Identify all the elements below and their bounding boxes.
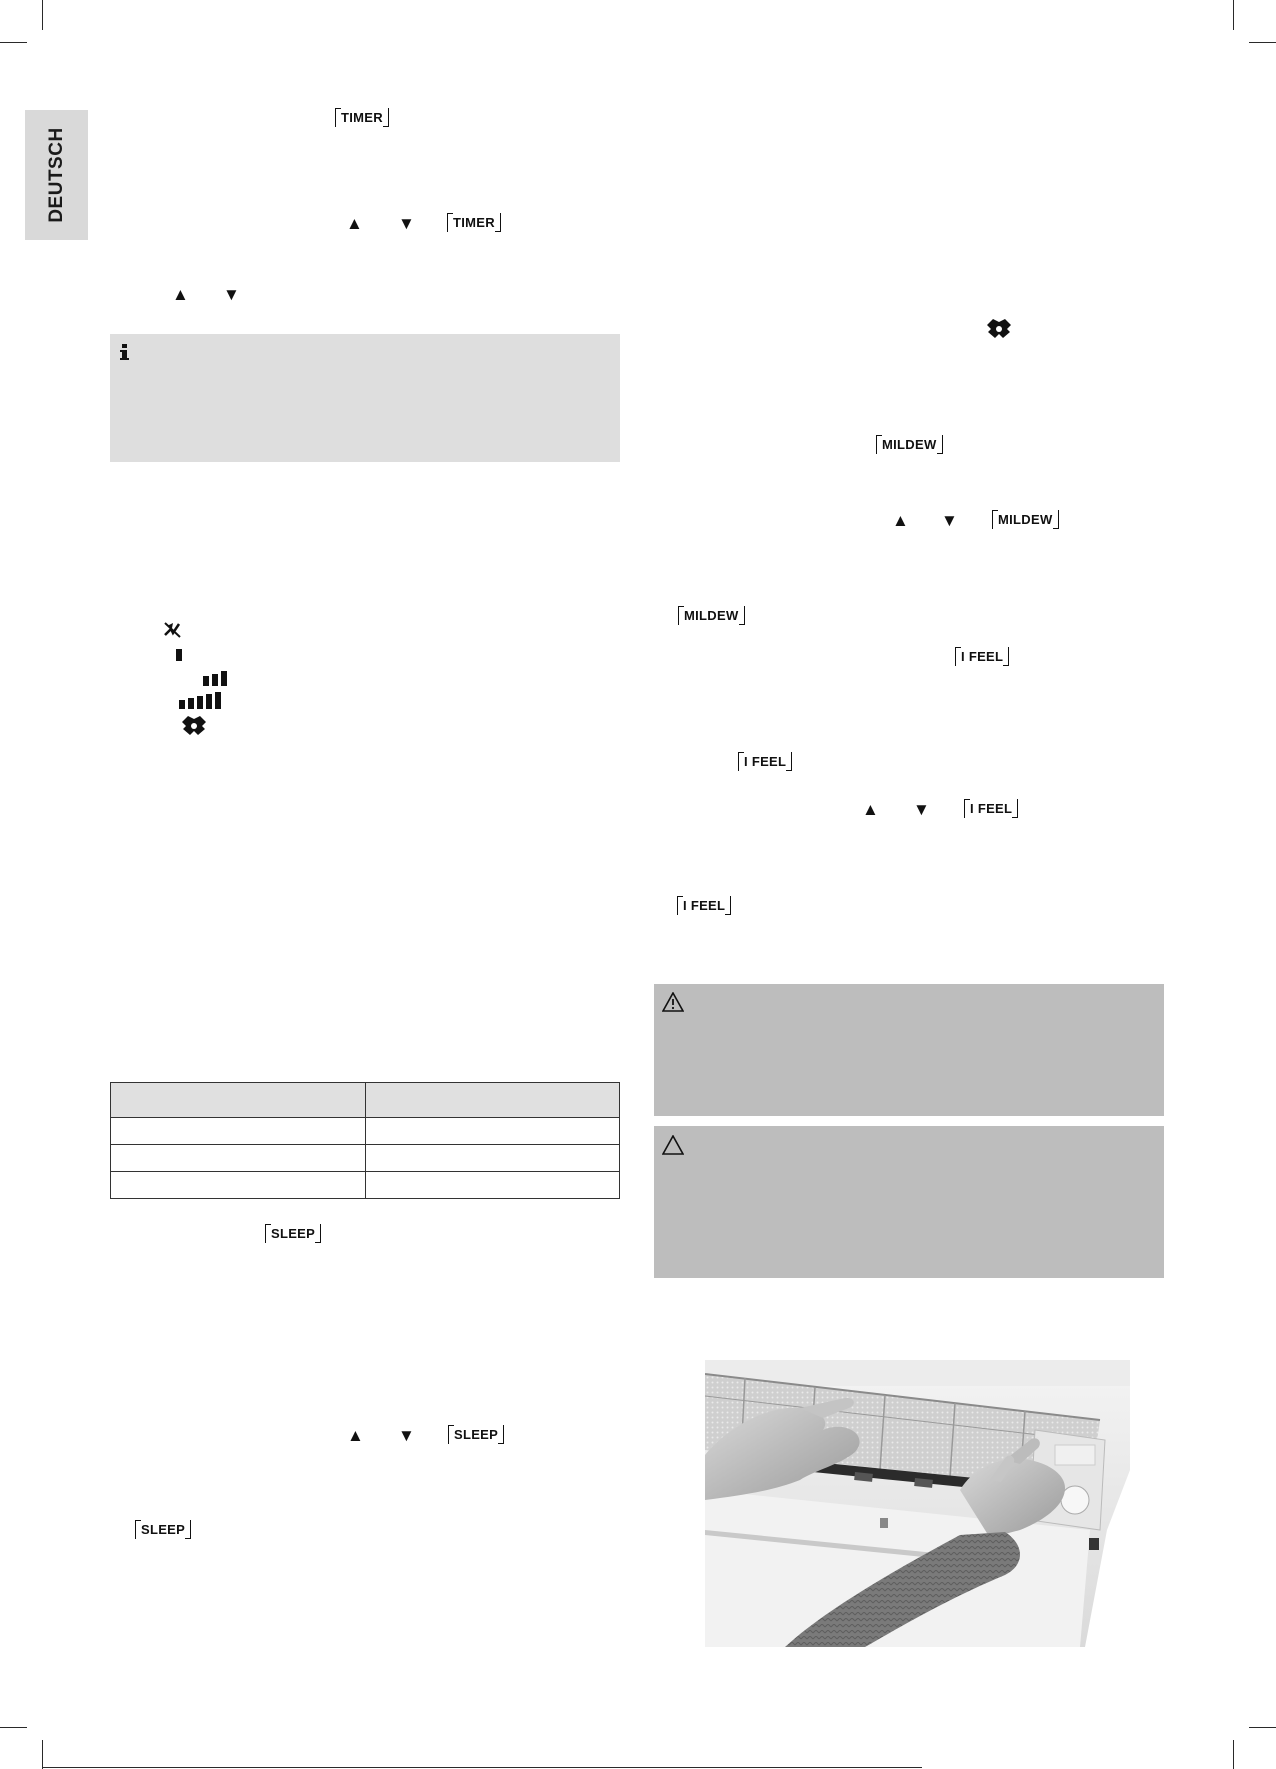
crop-mark [42,0,43,30]
crop-mark [1249,42,1276,43]
info-icon [119,344,131,362]
fan-speed-1-icon [176,649,182,661]
timer-symbol: TIMER [335,108,389,127]
up-arrow-icon: ▲ [172,285,189,304]
table-cell [111,1145,366,1172]
crop-mark [42,1740,43,1769]
table-cell [111,1118,366,1145]
sleep-symbol: SLEEP [135,1520,191,1539]
ifeel-symbol: I FEEL [738,752,792,771]
up-arrow-icon: ▲ [346,214,363,233]
table-row [111,1172,620,1199]
filter-cleaning-photo [705,1360,1130,1647]
crop-mark [1233,1740,1234,1769]
warning-box [654,984,1164,1116]
turbo-icon [987,319,1011,339]
up-arrow-icon: ▲ [892,511,909,530]
fan-mute-icon [163,621,183,639]
mildew-symbol: MILDEW [992,510,1059,529]
table-row [111,1118,620,1145]
down-arrow-icon: ▼ [398,214,415,233]
caution-box [654,1126,1164,1278]
photo-illustration [705,1360,1130,1647]
down-arrow-icon: ▼ [398,1426,415,1445]
down-arrow-icon: ▼ [941,511,958,530]
down-arrow-icon: ▼ [223,285,240,304]
table-cell [111,1172,366,1199]
ifeel-symbol: I FEEL [955,647,1009,666]
ifeel-symbol: I FEEL [677,896,731,915]
language-tab [25,110,88,240]
up-arrow-icon: ▲ [862,800,879,819]
table-cell [365,1118,620,1145]
caution-icon [662,1135,684,1155]
crop-mark [1249,1727,1276,1728]
timer-symbol: TIMER [447,213,501,232]
table-header-row [111,1083,620,1118]
fan-speed-5-icon [179,692,221,709]
sleep-symbol: SLEEP [265,1224,321,1243]
table-cell [365,1172,620,1199]
language-label: DEUTSCH [45,127,67,223]
bottom-rule [42,1767,922,1768]
settings-table [110,1082,620,1199]
info-box [110,334,620,462]
down-arrow-icon: ▼ [913,800,930,819]
table-header-cell [365,1083,620,1118]
table-cell [365,1145,620,1172]
mildew-symbol: MILDEW [876,435,943,454]
up-arrow-icon: ▲ [347,1426,364,1445]
crop-mark [0,1727,27,1728]
crop-mark [0,42,27,43]
turbo-icon [182,716,206,736]
fan-speed-3-icon [203,671,227,686]
table-row [111,1145,620,1172]
mildew-symbol: MILDEW [678,606,745,625]
crop-mark [1233,0,1234,30]
table-header-cell [111,1083,366,1118]
warning-icon [662,992,684,1012]
ifeel-symbol: I FEEL [964,799,1018,818]
sleep-symbol: SLEEP [448,1425,504,1444]
